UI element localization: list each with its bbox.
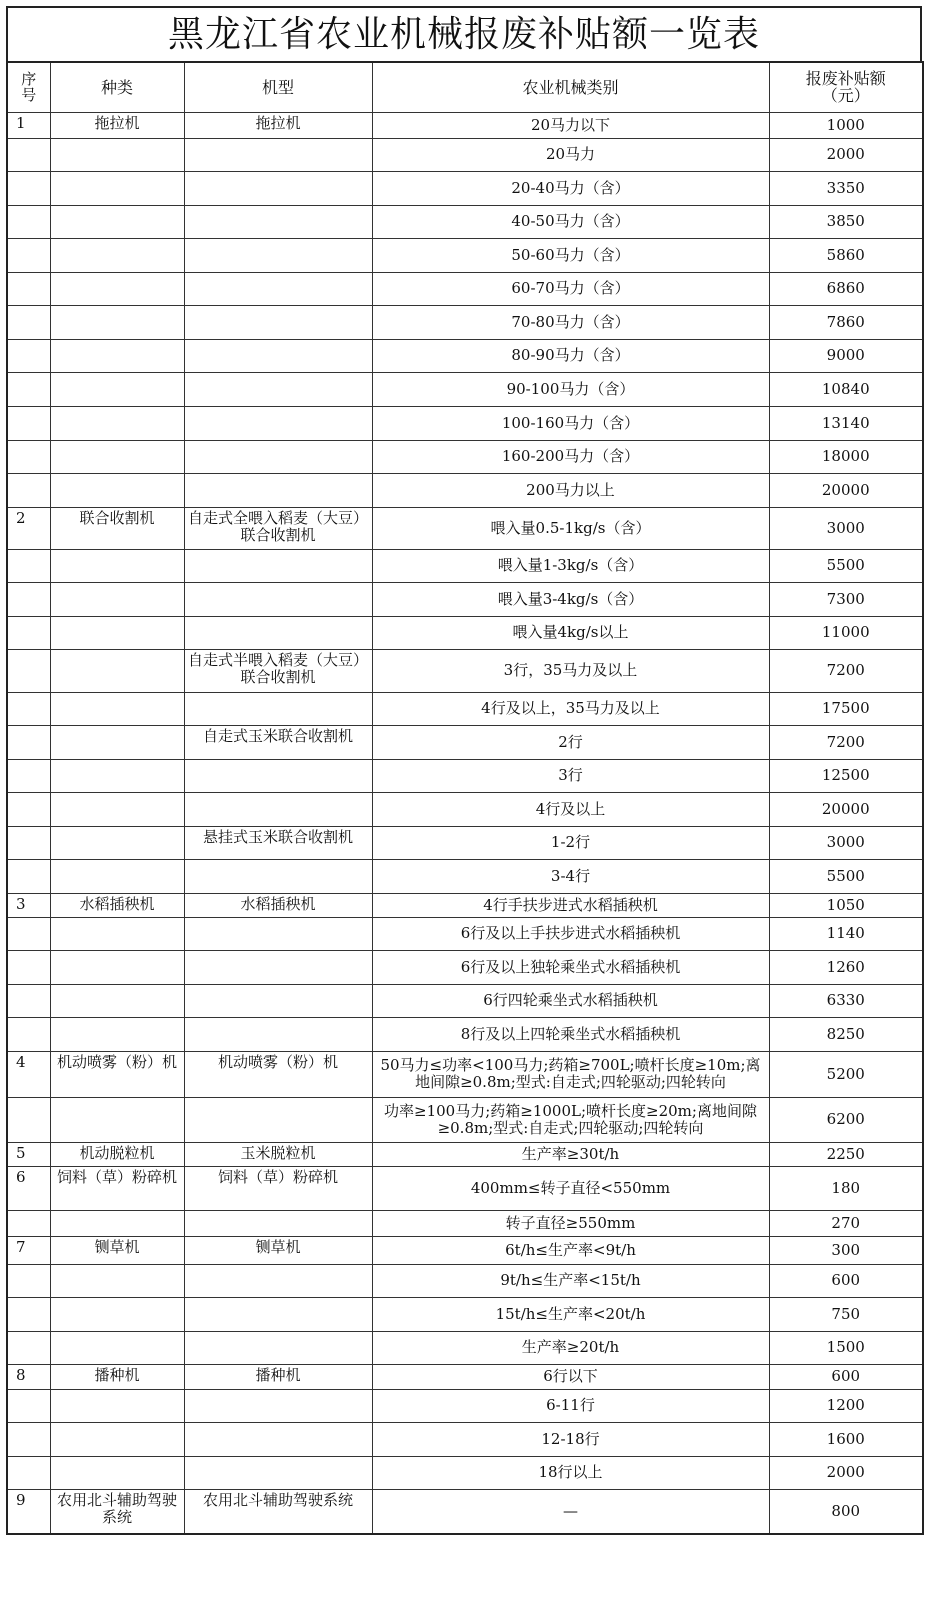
row-number: 1 [7, 112, 50, 138]
header-category: 种类 [50, 62, 184, 112]
subsidy-amount-cell: 750 [769, 1297, 923, 1331]
table-row [7, 616, 923, 649]
category-cell [50, 171, 184, 205]
machine-type-cell [184, 616, 372, 649]
row-number: 4 [7, 1051, 50, 1097]
subsidy-amount-cell: 6330 [769, 984, 923, 1017]
row-number [7, 473, 50, 507]
subsidy-amount-cell: 1200 [769, 1389, 923, 1422]
row-number [7, 1331, 50, 1364]
row-number [7, 984, 50, 1017]
category-cell [50, 205, 184, 238]
machine-type-cell [184, 473, 372, 507]
category-cell [50, 950, 184, 984]
row-number [7, 582, 50, 616]
spec-cell: 80-90马力（含） [372, 339, 769, 372]
category-cell [50, 372, 184, 406]
subsidy-amount-cell: 180 [769, 1166, 923, 1210]
table-row [7, 238, 923, 272]
row-number [7, 1297, 50, 1331]
row-number [7, 1097, 50, 1142]
spec-cell: 160-200马力（含） [372, 440, 769, 473]
subsidy-amount-cell: 7300 [769, 582, 923, 616]
subsidy-amount-cell: 18000 [769, 440, 923, 473]
spec-cell: 50马力≤功率<100马力;药箱≥700L;喷杆长度≥10m;离地间隙≥0.8m;型式:自走式;四轮驱动;四轮转向 [372, 1051, 769, 1097]
machine-type-cell [184, 1456, 372, 1489]
spec-cell: 转子直径≥550mm [372, 1210, 769, 1236]
table-row [7, 549, 923, 582]
spec-cell: 功率≥100马力;药箱≥1000L;喷杆长度≥20m;离地间隙≥0.8m;型式:自走式;四轮驱动;四轮转向 [372, 1097, 769, 1142]
machine-type-cell [184, 1331, 372, 1364]
row-number [7, 1422, 50, 1456]
category-cell [50, 138, 184, 171]
table-row [7, 372, 923, 406]
spec-cell: 200马力以上 [372, 473, 769, 507]
machine-type-cell: 农用北斗辅助驾驶系统 [184, 1489, 372, 1534]
spec-cell: 20马力 [372, 138, 769, 171]
subsidy-amount-cell: 1600 [769, 1422, 923, 1456]
category-cell [50, 859, 184, 893]
row-number [7, 1389, 50, 1422]
spec-cell: 20-40马力（含） [372, 171, 769, 205]
table-row [7, 1422, 923, 1456]
row-number: 7 [7, 1236, 50, 1264]
category-cell: 饲料（草）粉碎机 [50, 1166, 184, 1210]
category-cell [50, 1331, 184, 1364]
table-row [7, 305, 923, 339]
table-row [7, 138, 923, 171]
table-row [7, 1051, 923, 1097]
table-row [7, 1210, 923, 1236]
subsidy-amount-cell: 800 [769, 1489, 923, 1534]
row-number [7, 138, 50, 171]
spec-cell: 6-11行 [372, 1389, 769, 1422]
category-cell [50, 1097, 184, 1142]
row-number [7, 859, 50, 893]
spec-cell: 8行及以上四轮乘坐式水稻插秧机 [372, 1017, 769, 1051]
machine-type-cell [184, 138, 372, 171]
table-row [7, 826, 923, 859]
table-row [7, 406, 923, 440]
row-number: 2 [7, 507, 50, 549]
category-cell [50, 649, 184, 692]
spec-cell: 1-2行 [372, 826, 769, 859]
subsidy-amount-cell: 7200 [769, 649, 923, 692]
row-number: 5 [7, 1142, 50, 1166]
machine-type-cell [184, 582, 372, 616]
table-row [7, 893, 923, 917]
category-cell [50, 1210, 184, 1236]
subsidy-amount-cell: 3000 [769, 507, 923, 549]
spec-cell: 60-70马力（含） [372, 272, 769, 305]
row-number: 6 [7, 1166, 50, 1210]
subsidy-amount-cell: 8250 [769, 1017, 923, 1051]
row-number [7, 792, 50, 826]
table-row [7, 859, 923, 893]
table-row [7, 1331, 923, 1364]
subsidy-amount-cell: 2000 [769, 138, 923, 171]
subsidy-amount-cell: 7200 [769, 725, 923, 759]
subsidy-amount-cell: 20000 [769, 792, 923, 826]
spec-cell: 6行及以上手扶步进式水稻插秧机 [372, 917, 769, 950]
category-cell [50, 1264, 184, 1297]
row-number [7, 305, 50, 339]
row-number [7, 406, 50, 440]
machine-type-cell [184, 205, 372, 238]
spec-cell: 生产率≥30t/h [372, 1142, 769, 1166]
subsidy-amount-cell: 2000 [769, 1456, 923, 1489]
spec-cell: 喂入量3-4kg/s（含） [372, 582, 769, 616]
subsidy-amount-cell: 300 [769, 1236, 923, 1264]
machine-type-cell: 自走式玉米联合收割机 [184, 725, 372, 759]
subsidy-amount-cell: 3350 [769, 171, 923, 205]
spec-cell: 12-18行 [372, 1422, 769, 1456]
row-number [7, 339, 50, 372]
spec-cell: 20马力以下 [372, 112, 769, 138]
spec-cell: 15t/h≤生产率<20t/h [372, 1297, 769, 1331]
machine-type-cell [184, 238, 372, 272]
category-cell: 机动喷雾（粉）机 [50, 1051, 184, 1097]
spec-cell: 40-50马力（含） [372, 205, 769, 238]
table-row [7, 205, 923, 238]
table-header-row [7, 62, 923, 112]
table-row [7, 649, 923, 692]
machine-type-cell: 拖拉机 [184, 112, 372, 138]
table-row [7, 1264, 923, 1297]
spec-cell: 6行及以上独轮乘坐式水稻插秧机 [372, 950, 769, 984]
table-row [7, 917, 923, 950]
table-body [7, 112, 923, 1534]
table-row [7, 339, 923, 372]
machine-type-cell [184, 272, 372, 305]
subsidy-amount-cell: 11000 [769, 616, 923, 649]
category-cell [50, 1422, 184, 1456]
row-number: 8 [7, 1364, 50, 1389]
row-number [7, 272, 50, 305]
machine-type-cell: 机动喷雾（粉）机 [184, 1051, 372, 1097]
subsidy-amount-cell: 17500 [769, 692, 923, 725]
spec-cell: 喂入量4kg/s以上 [372, 616, 769, 649]
machine-type-cell [184, 759, 372, 792]
table-row [7, 440, 923, 473]
table-row [7, 1456, 923, 1489]
row-number: 3 [7, 893, 50, 917]
machine-type-cell [184, 917, 372, 950]
table-row [7, 507, 923, 549]
category-cell [50, 238, 184, 272]
category-cell [50, 272, 184, 305]
machine-type-cell [184, 440, 372, 473]
table-row [7, 759, 923, 792]
spec-cell: 6行四轮乘坐式水稻插秧机 [372, 984, 769, 1017]
machine-type-cell [184, 305, 372, 339]
header-amount: 报废补贴额（元） [769, 62, 923, 112]
spec-cell: 70-80马力（含） [372, 305, 769, 339]
subsidy-amount-cell: 3850 [769, 205, 923, 238]
spec-cell: 喂入量1-3kg/s（含） [372, 549, 769, 582]
row-number [7, 692, 50, 725]
machine-type-cell [184, 1210, 372, 1236]
machine-type-cell [184, 549, 372, 582]
table-row [7, 1017, 923, 1051]
spec-cell: 2行 [372, 725, 769, 759]
category-cell [50, 305, 184, 339]
spec-cell: 9t/h≤生产率<15t/h [372, 1264, 769, 1297]
table-row [7, 692, 923, 725]
subsidy-amount-cell: 10840 [769, 372, 923, 406]
subsidy-amount-cell: 1260 [769, 950, 923, 984]
machine-type-cell [184, 984, 372, 1017]
category-cell [50, 792, 184, 826]
category-cell: 铡草机 [50, 1236, 184, 1264]
subsidy-amount-cell: 12500 [769, 759, 923, 792]
spec-cell: 3-4行 [372, 859, 769, 893]
header-spec: 农业机械类别 [372, 62, 769, 112]
machine-type-cell: 自走式半喂入稻麦（大豆）联合收割机 [184, 649, 372, 692]
page-title: 黑龙江省农业机械报废补贴额一览表 [6, 6, 922, 61]
subsidy-amount-cell: 1140 [769, 917, 923, 950]
row-number [7, 1017, 50, 1051]
machine-type-cell: 水稻插秧机 [184, 893, 372, 917]
table-row [7, 1166, 923, 1210]
spec-cell: 3行，35马力及以上 [372, 649, 769, 692]
spec-cell: 4行及以上，35马力及以上 [372, 692, 769, 725]
machine-type-cell [184, 859, 372, 893]
table-row [7, 792, 923, 826]
category-cell: 农用北斗辅助驾驶系统 [50, 1489, 184, 1534]
table-row [7, 725, 923, 759]
category-cell [50, 917, 184, 950]
subsidy-amount-cell: 5500 [769, 549, 923, 582]
category-cell [50, 473, 184, 507]
table-row [7, 950, 923, 984]
row-number [7, 725, 50, 759]
document-page [6, 6, 922, 1535]
table-row [7, 473, 923, 507]
machine-type-cell: 自走式全喂入稻麦（大豆）联合收割机 [184, 507, 372, 549]
subsidy-amount-cell: 13140 [769, 406, 923, 440]
row-number [7, 616, 50, 649]
row-number [7, 950, 50, 984]
subsidy-amount-cell: 1050 [769, 893, 923, 917]
subsidy-amount-cell: 1500 [769, 1331, 923, 1364]
row-number [7, 440, 50, 473]
category-cell: 水稻插秧机 [50, 893, 184, 917]
category-cell [50, 692, 184, 725]
category-cell [50, 1017, 184, 1051]
spec-cell: 6t/h≤生产率<9t/h [372, 1236, 769, 1264]
spec-cell: 6行以下 [372, 1364, 769, 1389]
category-cell: 拖拉机 [50, 112, 184, 138]
category-cell [50, 1389, 184, 1422]
table-row [7, 1097, 923, 1142]
machine-type-cell [184, 406, 372, 440]
row-number [7, 917, 50, 950]
table-row [7, 272, 923, 305]
subsidy-amount-cell: 5860 [769, 238, 923, 272]
spec-cell: 4行及以上 [372, 792, 769, 826]
spec-cell: 18行以上 [372, 1456, 769, 1489]
row-number [7, 549, 50, 582]
table-row [7, 582, 923, 616]
table-row [7, 1489, 923, 1534]
category-cell [50, 440, 184, 473]
row-number [7, 1210, 50, 1236]
row-number [7, 826, 50, 859]
machine-type-cell [184, 1097, 372, 1142]
header-type: 机型 [184, 62, 372, 112]
row-number [7, 238, 50, 272]
row-number [7, 1264, 50, 1297]
category-cell [50, 549, 184, 582]
spec-cell: 100-160马力（含） [372, 406, 769, 440]
machine-type-cell [184, 1297, 372, 1331]
category-cell [50, 582, 184, 616]
machine-type-cell [184, 1017, 372, 1051]
spec-cell: 400mm≤转子直径<550mm [372, 1166, 769, 1210]
spec-cell: 50-60马力（含） [372, 238, 769, 272]
subsidy-amount-cell: 1000 [769, 112, 923, 138]
category-cell [50, 339, 184, 372]
table-row [7, 1236, 923, 1264]
row-number [7, 1456, 50, 1489]
header-no: 序号 [7, 62, 50, 112]
spec-cell: — [372, 1489, 769, 1534]
machine-type-cell [184, 792, 372, 826]
machine-type-cell: 饲料（草）粉碎机 [184, 1166, 372, 1210]
category-cell: 机动脱粒机 [50, 1142, 184, 1166]
machine-type-cell [184, 1264, 372, 1297]
machine-type-cell: 悬挂式玉米联合收割机 [184, 826, 372, 859]
table-row [7, 1389, 923, 1422]
category-cell [50, 406, 184, 440]
subsidy-amount-cell: 7860 [769, 305, 923, 339]
category-cell [50, 759, 184, 792]
subsidy-amount-cell: 20000 [769, 473, 923, 507]
table-row [7, 1297, 923, 1331]
machine-type-cell: 玉米脱粒机 [184, 1142, 372, 1166]
spec-cell: 3行 [372, 759, 769, 792]
machine-type-cell [184, 950, 372, 984]
category-cell: 播种机 [50, 1364, 184, 1389]
category-cell [50, 1297, 184, 1331]
category-cell: 联合收割机 [50, 507, 184, 549]
machine-type-cell [184, 1422, 372, 1456]
machine-type-cell [184, 339, 372, 372]
spec-cell: 4行手扶步进式水稻插秧机 [372, 893, 769, 917]
subsidy-amount-cell: 9000 [769, 339, 923, 372]
machine-type-cell [184, 171, 372, 205]
subsidy-table [6, 61, 924, 1535]
category-cell [50, 725, 184, 759]
category-cell [50, 984, 184, 1017]
category-cell [50, 616, 184, 649]
spec-cell: 90-100马力（含） [372, 372, 769, 406]
spec-cell: 喂入量0.5-1kg/s（含） [372, 507, 769, 549]
subsidy-amount-cell: 6200 [769, 1097, 923, 1142]
table-row [7, 171, 923, 205]
row-number [7, 171, 50, 205]
row-number [7, 372, 50, 406]
row-number [7, 759, 50, 792]
table-row [7, 1364, 923, 1389]
machine-type-cell [184, 692, 372, 725]
row-number [7, 649, 50, 692]
table-row [7, 984, 923, 1017]
row-number: 9 [7, 1489, 50, 1534]
machine-type-cell: 铡草机 [184, 1236, 372, 1264]
category-cell [50, 826, 184, 859]
subsidy-amount-cell: 6860 [769, 272, 923, 305]
spec-cell: 生产率≥20t/h [372, 1331, 769, 1364]
subsidy-amount-cell: 270 [769, 1210, 923, 1236]
subsidy-amount-cell: 3000 [769, 826, 923, 859]
table-row [7, 112, 923, 138]
subsidy-amount-cell: 600 [769, 1264, 923, 1297]
subsidy-amount-cell: 2250 [769, 1142, 923, 1166]
machine-type-cell [184, 372, 372, 406]
table-row [7, 1142, 923, 1166]
row-number [7, 205, 50, 238]
machine-type-cell [184, 1389, 372, 1422]
subsidy-amount-cell: 5200 [769, 1051, 923, 1097]
category-cell [50, 1456, 184, 1489]
machine-type-cell: 播种机 [184, 1364, 372, 1389]
subsidy-amount-cell: 600 [769, 1364, 923, 1389]
subsidy-amount-cell: 5500 [769, 859, 923, 893]
